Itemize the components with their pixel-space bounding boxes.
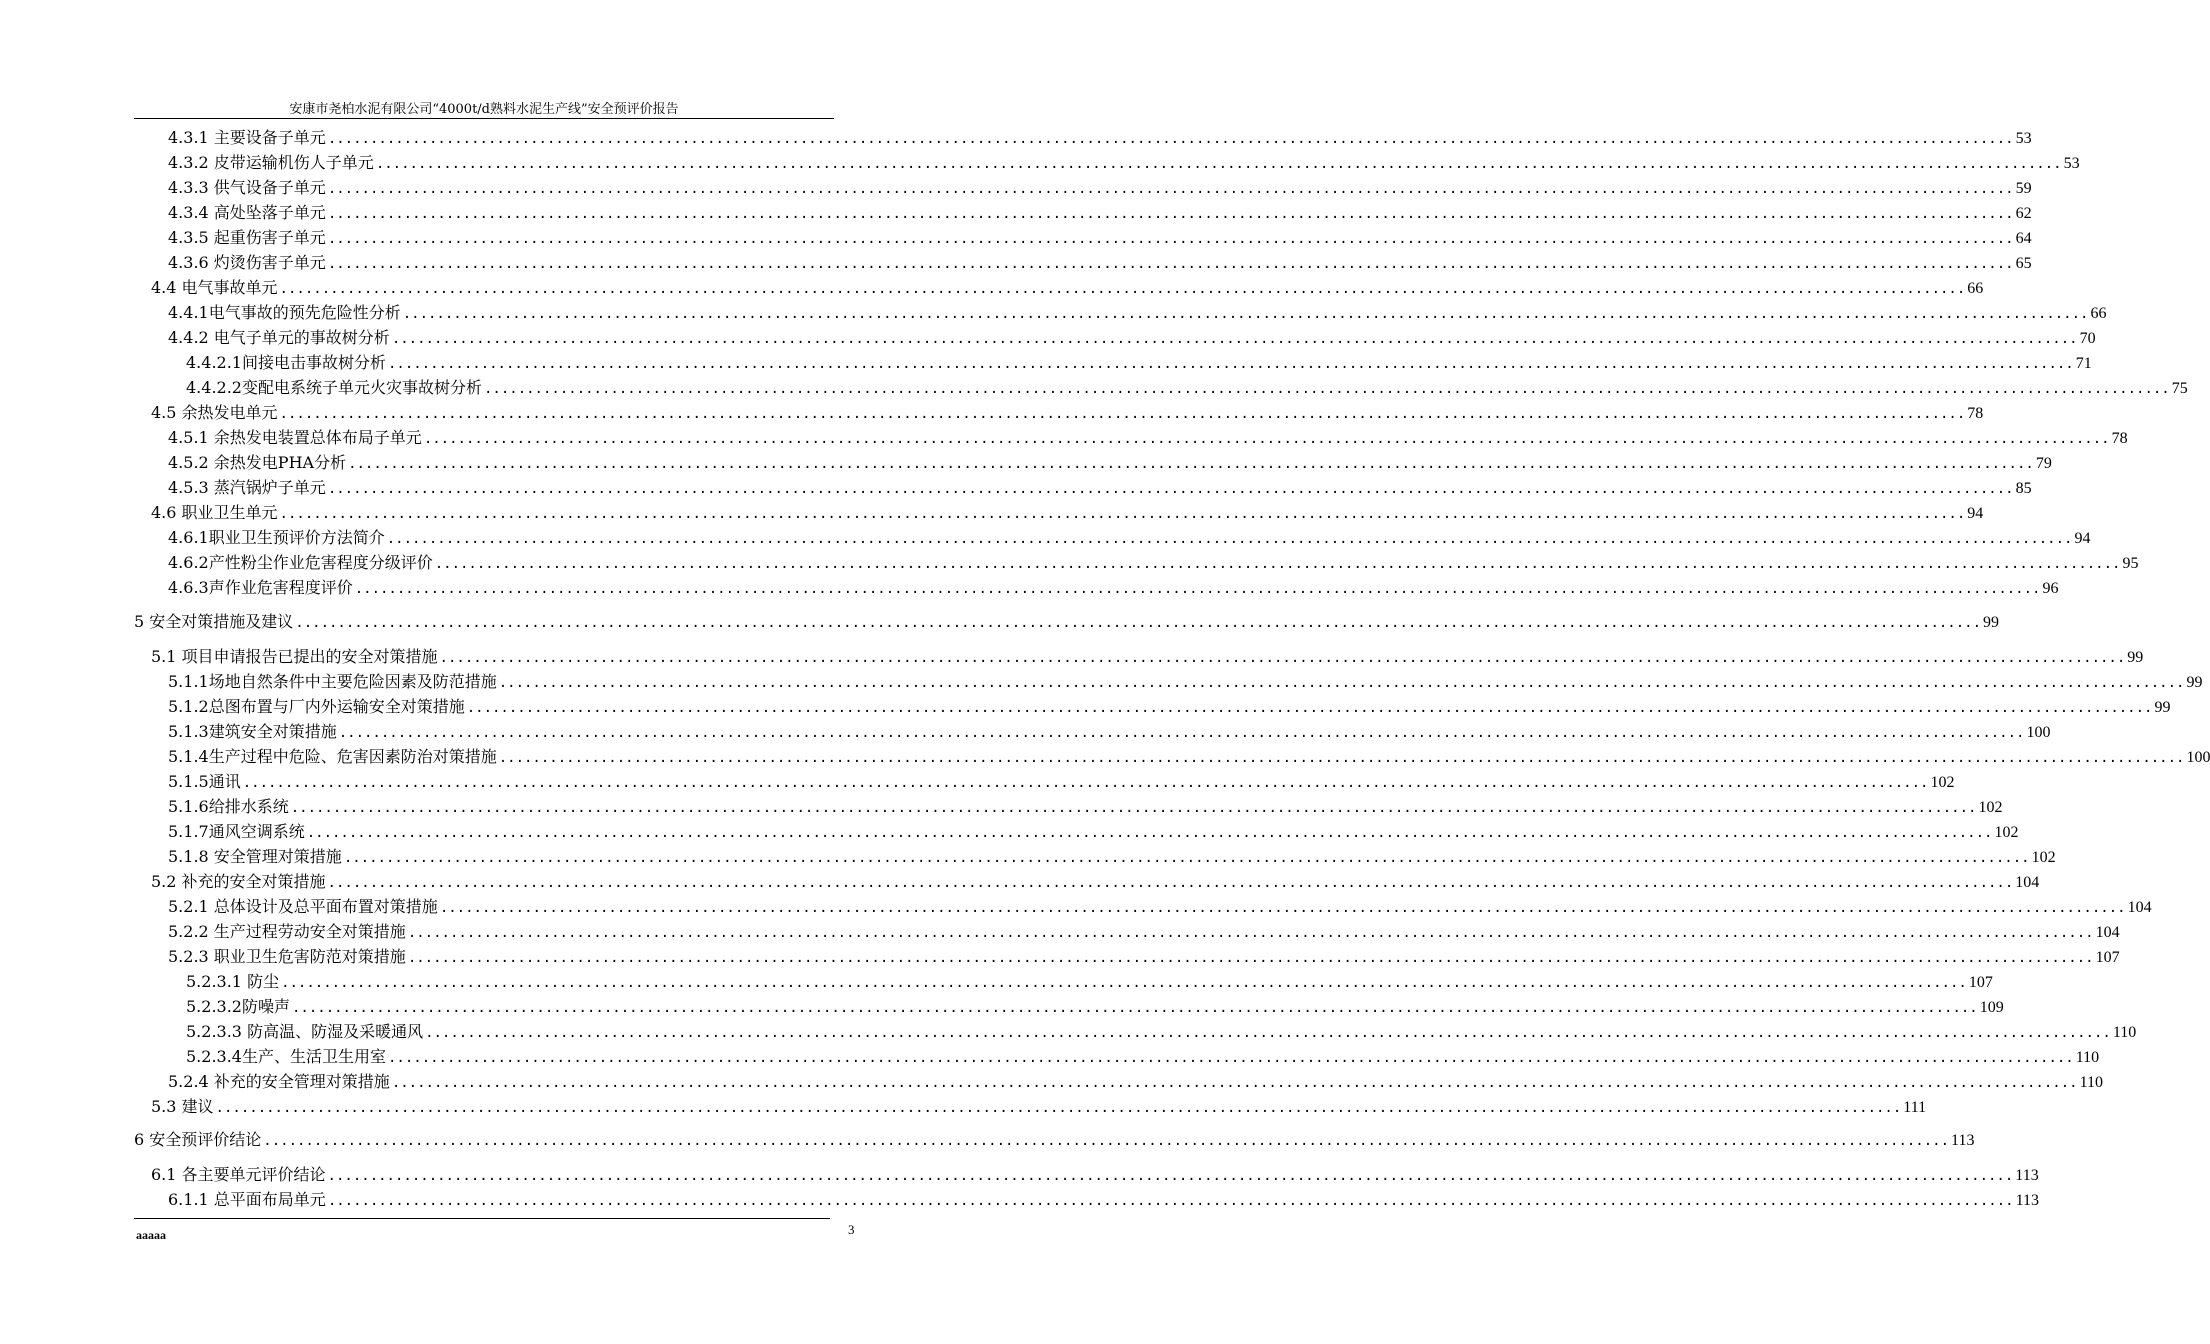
toc-entry-page: 104 — [2015, 874, 2040, 891]
toc-entry[interactable] — [168, 845, 2056, 869]
toc-entry-page: 53 — [2015, 130, 2032, 147]
toc-leader-dots: ........................................................................................................................................................................................................ — [387, 1050, 2074, 1066]
toc-leader-dots: ........................................................................................................................................................................................................ — [327, 181, 2014, 197]
toc-entry[interactable] — [186, 351, 2092, 375]
toc-entry-title: 5.1.3建筑安全对策措施 — [168, 722, 337, 741]
toc-entry-title: 6.1.1 总平面布局单元 — [168, 1190, 326, 1209]
toc-leader-dots: ........................................................................................................................................................................................................ — [466, 700, 2153, 716]
toc-leader-dots: ........................................................................................................................................................................................................ — [279, 406, 1966, 422]
toc-entry[interactable] — [168, 301, 2107, 325]
toc-leader-dots: ........................................................................................................................................................................................................ — [498, 750, 2185, 766]
toc-entry-page: 99 — [1983, 614, 2000, 631]
toc-entry[interactable] — [168, 695, 2171, 719]
toc-entry-page: 75 — [2171, 380, 2188, 397]
toc-entry-title: 4.4 电气事故单元 — [151, 278, 278, 297]
toc-entry-page: 94 — [1967, 505, 1984, 522]
footer-label: aaaaa — [136, 1228, 166, 1242]
toc-entry-page: 99 — [2127, 649, 2144, 666]
toc-entry[interactable] — [168, 201, 2032, 225]
toc-leader-dots: ........................................................................................................................................................................................................ — [215, 1100, 1902, 1116]
toc-entry-title: 5.1.6给排水系统 — [168, 797, 289, 816]
toc-entry[interactable] — [168, 176, 2032, 200]
toc-entry-title: 5.2.3.3 防高温、防湿及采暖通风 — [186, 1022, 424, 1041]
toc-entry-title: 4.3.2 皮带运输机伤人子单元 — [168, 153, 374, 172]
toc-entry-title: 5.2.3 职业卫生危害防范对策措施 — [168, 947, 406, 966]
toc-entry-page: 109 — [1979, 999, 2004, 1016]
toc-leader-dots: ........................................................................................................................................................................................................ — [402, 306, 2089, 322]
toc-entry-title: 4.5.2 余热发电PHA分析 — [168, 453, 347, 472]
toc-leader-dots: ........................................................................................................................................................................................................ — [327, 1168, 2014, 1184]
toc-entry[interactable] — [186, 995, 2004, 1019]
toc-entry-title: 4.4.2.1间接电击事故树分析 — [186, 353, 386, 372]
toc-entry-page: 79 — [2035, 455, 2052, 472]
toc-leader-dots: ........................................................................................................................................................................................................ — [407, 950, 2094, 966]
toc-entry-page: 64 — [2015, 230, 2032, 247]
toc-entry[interactable] — [151, 401, 1984, 425]
toc-leader-dots: ........................................................................................................................................................................................................ — [263, 1133, 1950, 1149]
toc-leader-dots: ........................................................................................................................................................................................................ — [387, 356, 2074, 372]
toc-entry-title: 5.1.4生产过程中危险、危害因素防治对策措施 — [168, 747, 497, 766]
toc-entry-page: 96 — [2042, 580, 2059, 597]
toc-entry[interactable] — [134, 610, 2000, 634]
toc-entry-page: 78 — [1967, 405, 1984, 422]
toc-entry-title: 5.2.3.2防噪声 — [186, 997, 290, 1016]
toc-entry-page: 113 — [1951, 1132, 1975, 1149]
toc-entry[interactable] — [168, 795, 2003, 819]
toc-entry-title: 4.5.1 余热发电装置总体布局子单元 — [168, 428, 422, 447]
toc-entry-title: 4.3.4 高处坠落子单元 — [168, 203, 326, 222]
toc-entry[interactable] — [186, 376, 2188, 400]
toc-entry-page: 104 — [2127, 899, 2152, 916]
toc-entry-page: 71 — [2075, 355, 2092, 372]
toc-entry[interactable] — [168, 126, 2032, 150]
toc-entry-title: 4.3.1 主要设备子单元 — [168, 128, 326, 147]
toc-leader-dots: ........................................................................................................................................................................................................ — [327, 206, 2014, 222]
toc-entry[interactable] — [168, 745, 2210, 769]
toc-entry-page: 110 — [2075, 1049, 2100, 1066]
toc-leader-dots: ........................................................................................................................................................................................................ — [242, 775, 1929, 791]
toc-leader-dots: ........................................................................................................................................................................................................ — [391, 331, 2078, 347]
page-number: 3 — [848, 1222, 855, 1237]
toc-entry[interactable] — [168, 920, 2120, 944]
toc-entry[interactable] — [168, 326, 2096, 350]
toc-entry[interactable] — [186, 970, 1993, 994]
toc-entry-title: 5.2.2 生产过程劳动安全对策措施 — [168, 922, 406, 941]
page-header: 安康市尧柏水泥有限公司“4000t/d熟料水泥生产线”安全预评价报告 — [289, 102, 679, 117]
toc-leader-dots: ........................................................................................................................................................................................................ — [439, 900, 2126, 916]
toc-entry[interactable] — [168, 895, 2152, 919]
toc-entry-title: 5.2.4 补充的安全管理对策措施 — [168, 1072, 390, 1091]
toc-entry-page: 110 — [2079, 1074, 2103, 1091]
toc-entry-page: 53 — [2063, 155, 2080, 172]
toc-entry[interactable] — [151, 501, 1984, 525]
toc-entry-page: 113 — [2015, 1192, 2039, 1209]
toc-entry-title: 5.2.3.1 防尘 — [186, 972, 280, 991]
toc-entry-title: 4.6.1职业卫生预评价方法简介 — [168, 528, 385, 547]
toc-entry-page: 62 — [2015, 205, 2032, 222]
toc-leader-dots: ........................................................................................................................................................................................................ — [279, 506, 1966, 522]
toc-entry[interactable] — [168, 820, 2019, 844]
toc-entry-page: 99 — [2154, 699, 2171, 716]
toc-entry[interactable] — [186, 1020, 2137, 1044]
toc-entry[interactable] — [168, 151, 2080, 175]
toc-leader-dots: ........................................................................................................................................................................................................ — [354, 581, 2041, 597]
toc-entry-title: 5.2 补充的安全对策措施 — [151, 872, 326, 891]
toc-leader-dots: ........................................................................................................................................................................................................ — [407, 925, 2094, 941]
toc-leader-dots: ........................................................................................................................................................................................................ — [281, 975, 1967, 991]
toc-entry-title: 4.5.3 蒸汽锅炉子单元 — [168, 478, 326, 497]
toc-entry-title: 4.4.1电气事故的预先危险性分析 — [168, 303, 401, 322]
toc-entry[interactable] — [134, 1128, 1975, 1152]
toc-leader-dots: ........................................................................................................................................................................................................ — [327, 1193, 2014, 1209]
toc-leader-dots: ........................................................................................................................................................................................................ — [327, 256, 2014, 272]
toc-entry-page: 66 — [2090, 305, 2107, 322]
toc-entry-page: 110 — [2112, 1024, 2137, 1041]
toc-entry-title: 4.3.5 起重伤害子单元 — [168, 228, 326, 247]
toc-entry-title: 5.2.1 总体设计及总平面布置对策措施 — [168, 897, 438, 916]
toc-leader-dots: ........................................................................................................................................................................................................ — [327, 875, 2014, 891]
toc-entry-page: 102 — [1994, 824, 2019, 841]
toc-leader-dots: ........................................................................................................................................................................................................ — [483, 381, 2170, 397]
toc-entry-page: 102 — [1978, 799, 2003, 816]
toc-leader-dots: ........................................................................................................................................................................................................ — [425, 1025, 2111, 1041]
toc-leader-dots: ........................................................................................................................................................................................................ — [391, 1075, 2078, 1091]
toc-leader-dots: ........................................................................................................................................................................................................ — [386, 531, 2073, 547]
toc-entry-title: 4.3.3 供气设备子单元 — [168, 178, 326, 197]
toc-entry[interactable] — [168, 251, 2032, 275]
footer-divider — [134, 1218, 830, 1219]
toc-entry[interactable] — [168, 451, 2052, 475]
toc-entry-title: 5.1.2总图布置与厂内外运输安全对策措施 — [168, 697, 465, 716]
toc-entry-title: 5.1.1场地自然条件中主要危险因素及防范措施 — [168, 672, 497, 691]
toc-entry-title: 5.1.5通讯 — [168, 772, 241, 791]
toc-entry-title: 4.6.3声作业危害程度评价 — [168, 578, 353, 597]
toc-entry[interactable] — [168, 551, 2139, 575]
toc-entry-page: 70 — [2079, 330, 2096, 347]
toc-entry-page: 65 — [2015, 255, 2032, 272]
toc-leader-dots: ........................................................................................................................................................................................................ — [327, 131, 2014, 147]
toc-entry-title: 5.1.8 安全管理对策措施 — [168, 847, 342, 866]
toc-leader-dots: ........................................................................................................................................................................................................ — [498, 675, 2185, 691]
toc-entry[interactable] — [186, 1045, 2100, 1069]
toc-entry-page: 102 — [2031, 849, 2056, 866]
toc-entry-title: 5.1 项目申请报告已提出的安全对策措施 — [151, 647, 438, 666]
toc-leader-dots: ........................................................................................................................................................................................................ — [343, 850, 2030, 866]
toc-leader-dots: ........................................................................................................................................................................................................ — [338, 725, 2025, 741]
toc-entry-page: 95 — [2122, 555, 2139, 572]
toc-entry[interactable] — [168, 476, 2032, 500]
toc-leader-dots: ........................................................................................................................................................................................................ — [327, 231, 2014, 247]
toc-entry[interactable] — [151, 645, 2144, 669]
header-divider — [134, 118, 834, 119]
toc-entry[interactable] — [168, 670, 2203, 694]
toc-entry-page: 107 — [1968, 974, 1993, 991]
toc-entry[interactable] — [168, 576, 2059, 600]
toc-entry-title: 5 安全对策措施及建议 — [134, 612, 294, 631]
toc-entry[interactable] — [168, 226, 2032, 250]
toc-entry-page: 66 — [1967, 280, 1984, 297]
toc-leader-dots: ........................................................................................................................................................................................................ — [290, 800, 1977, 816]
toc-entry-page: 85 — [2015, 480, 2032, 497]
toc-entry-page: 107 — [2095, 949, 2120, 966]
toc-entry[interactable] — [168, 1188, 2039, 1212]
toc-entry-title: 4.4.2 电气子单元的事故树分析 — [168, 328, 390, 347]
toc-entry[interactable] — [151, 870, 2040, 894]
toc-entry[interactable] — [168, 526, 2091, 550]
toc-entry-page: 78 — [2111, 430, 2128, 447]
toc-entry-page: 99 — [2186, 674, 2203, 691]
toc-entry-page: 113 — [2015, 1167, 2039, 1184]
toc-entry[interactable] — [151, 1095, 1927, 1119]
toc-entry[interactable] — [168, 945, 2120, 969]
toc-leader-dots: ........................................................................................................................................................................................................ — [439, 650, 2126, 666]
toc-entry[interactable] — [168, 1070, 2103, 1094]
toc-leader-dots: ........................................................................................................................................................................................................ — [291, 1000, 1978, 1016]
toc-entry-title: 4.5 余热发电单元 — [151, 403, 278, 422]
toc-entry-page: 100 — [2026, 724, 2051, 741]
toc-leader-dots: ........................................................................................................................................................................................................ — [279, 281, 1966, 297]
toc-leader-dots: ........................................................................................................................................................................................................ — [327, 481, 2014, 497]
toc-leader-dots: ........................................................................................................................................................................................................ — [434, 556, 2121, 572]
toc-leader-dots: ........................................................................................................................................................................................................ — [295, 615, 1982, 631]
toc-entry-page: 100 — [2186, 749, 2210, 766]
toc-entry[interactable] — [151, 276, 1984, 300]
toc-entry-page: 59 — [2015, 180, 2032, 197]
toc-entry-title: 6 安全预评价结论 — [134, 1130, 262, 1149]
toc-entry-title: 5.2.3.4生产、生活卫生用室 — [186, 1047, 386, 1066]
toc-entry[interactable] — [168, 426, 2128, 450]
toc-entry-title: 4.4.2.2变配电系统子单元火灾事故树分析 — [186, 378, 482, 397]
toc-entry-page: 111 — [1903, 1099, 1927, 1116]
toc-entry[interactable] — [151, 1163, 2039, 1187]
toc-leader-dots: ........................................................................................................................................................................................................ — [306, 825, 1993, 841]
toc-entry-title: 5.1.7通风空调系统 — [168, 822, 305, 841]
toc-entry-title: 5.3 建议 — [151, 1097, 214, 1116]
toc-entry-title: 6.1 各主要单元评价结论 — [151, 1165, 326, 1184]
toc-leader-dots: ........................................................................................................................................................................................................ — [423, 431, 2110, 447]
toc-leader-dots: ........................................................................................................................................................................................................ — [348, 456, 2034, 472]
toc-entry-page: 94 — [2074, 530, 2091, 547]
toc-entry-title: 4.3.6 灼烫伤害子单元 — [168, 253, 326, 272]
toc-entry-page: 104 — [2095, 924, 2120, 941]
toc-entry-title: 4.6 职业卫生单元 — [151, 503, 278, 522]
toc-entry-page: 102 — [1930, 774, 1955, 791]
toc-entry[interactable] — [168, 720, 2051, 744]
toc-entry[interactable] — [168, 770, 1955, 794]
toc-leader-dots: ........................................................................................................................................................................................................ — [375, 156, 2062, 172]
toc-entry-title: 4.6.2产性粉尘作业危害程度分级评价 — [168, 553, 433, 572]
